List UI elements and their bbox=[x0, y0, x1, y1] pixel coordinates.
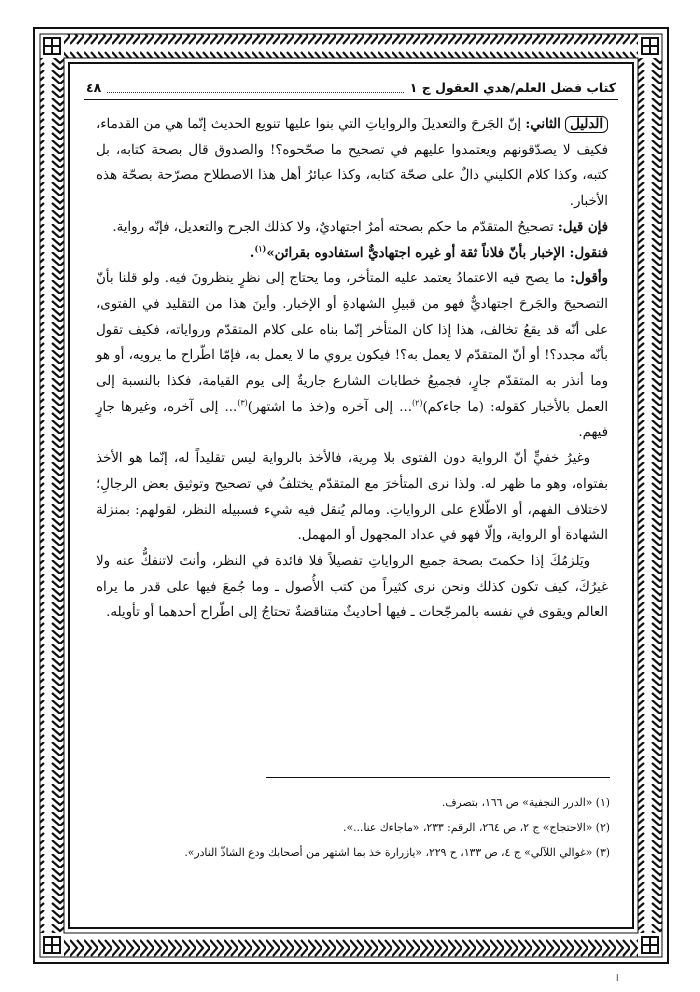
paragraph-1 bbox=[96, 112, 608, 215]
lead-in-aqool: وأقول: bbox=[570, 271, 608, 287]
footnote-1: (١) «الدرر النجفية» ص ١٦٦، بتصرف. bbox=[441, 796, 610, 809]
footnote-ref-1: (١) bbox=[254, 243, 267, 254]
paragraph-3 bbox=[96, 241, 608, 267]
header-rule bbox=[84, 99, 618, 100]
paragraph-3-end: . bbox=[249, 245, 255, 261]
boxed-term-dalil: الدليل bbox=[565, 116, 608, 133]
ordinal-second: الثاني: bbox=[525, 117, 561, 132]
lead-in-nagool: فنقول: bbox=[569, 245, 608, 261]
footnote-ref-3: (٣) bbox=[237, 398, 248, 408]
paragraph-6: ويَلزمُكَ إذا حكمتَ بصحة جميع الرواياتِ تفصيلاً فلا فائدة في النظر، وأنتَ لاتنفكُّ عنه ولا غيرُكَ، كيف تكون كذلك ونحن نرى كثيراً من كتب الأُصول ـ وما جُمعَ فيها على قدر ما يراه العالم ويقوى في نفسه بالمرجّحات ـ فيها أحاديثٌ متناقضةٌ تحتاجُ إلى اطّراح أحدهما أو تأويله. bbox=[96, 553, 608, 621]
footnotes bbox=[96, 790, 610, 865]
paragraph-3-text: الإخبار بأنّ فلاناً ثقة أو غيره اجتهاديٌّ استفادوه بقرائن» bbox=[266, 245, 565, 261]
main-text bbox=[96, 112, 608, 626]
paragraph-4-text: ما يصح فيه الاعتمادُ يعتمد عليه المتأخر، وما يحتاج إلى نظرٍ ينظرونَ فيه. ولو قلنا بأنّ التصحيحَ والجَرحَ اجتهاديٌّ فهو من قبيلِ الشهادةِ أو الإخبار. وأينَ هذا من التقليد في الفتوى، على أنّه قد يقعُ تخالف، هذا إذا كان المتأخر إنّما بناه على كلام المتقدّم ورواياته، فكيف تقول بأنّه مجدد؟! أو أنّ المتقدّم لا يعمل به؟! فيكون يروي ما لا يعمل به، فإمّا اطّراح ما يرويه، أو هو وما أنذر به المتقدّم جارٍ، فجميعُ خطابات الشارع جاريةٌ إلى يوم القيامة، فكذا بالنسبة إلى العمل بالأخبار كقوله: (ما جاءكم) bbox=[96, 271, 609, 415]
stray-mark: ا bbox=[616, 974, 619, 984]
footnote-2: (٢) «الاحتجاج» ج ٢، ص ٢٦٤، الرقم: ٢٣٣، «ماجاءك عنا...». bbox=[343, 821, 610, 834]
paragraph-4-mid: ... إلى آخره و(خذ ما اشتهر) bbox=[247, 399, 412, 415]
paragraph-4-end: ... إلى آخره، وغيرها جارٍ فيهم. bbox=[96, 399, 608, 441]
lead-in-qila: فإن قيل: bbox=[557, 219, 608, 235]
paragraph-2 bbox=[96, 215, 608, 241]
running-header bbox=[86, 76, 616, 98]
paragraph-4 bbox=[96, 266, 608, 446]
paragraph-5: وغيرُ خفيٍّ أنّ الرواية دون الفتوى بلا مِرية، فالأخذ بالرواية ليس تقليداً له، إنّما هو الأخذ بفتواه، وهو ما ظهر له. ولذا نرى المتأخرَ مع المتقدّم يختلفُ في تصحيح وتوثيق بعض الرجالِ؛ لاختلاف الفهم، أو الاطّلاع على الرواياتِ. ومالم يُنقل فيه شيء فسبيله النظر، لقولهم: بمنزلة الشهادة أو الرواية، وإلّا فهو في عداد المجهول أو المهمل. bbox=[96, 451, 608, 544]
paragraph-2-text: تصحيحُ المتقدّم ما حكم بصحته أمرٌ اجتهاديٌ، ولا كذلك الجرح والتعديل، فإنّه رواية. bbox=[112, 219, 554, 235]
footnote-separator bbox=[266, 777, 610, 778]
header-title: كتاب فضل العلم/هدي العقول ج ١ bbox=[409, 79, 616, 95]
footnote-3: (٣) «غوالي اللآلي» ج ٤، ص ١٣٣، ح ٢٢٩، «يازرارة خذ بما اشتهر من أصحابك ودع الشاذّ النادر». bbox=[184, 846, 610, 859]
header-dot-leader bbox=[107, 82, 403, 93]
footnote-ref-2: (٢) bbox=[411, 398, 423, 408]
paragraph-1-text: إنّ الجَرحَ والتعديلَ والرواياتِ التي بنوا عليها تنويع الحديث إنّما هي من القدماء، فكيف لا يصدّقونهم ويعتمدوا عليهم في تصحيح ما صحّحوه؟! والصدوق قال بصحة كتابه، بل كتبه، وكذا كلام الكليني دالٌ على صحّة كتابه، وكذا عبائرُ أهل هذا الاصطلاح مصرّحة بصحّة هذه الأخبار. bbox=[96, 117, 608, 210]
page-number: ٤٨ bbox=[86, 79, 102, 95]
